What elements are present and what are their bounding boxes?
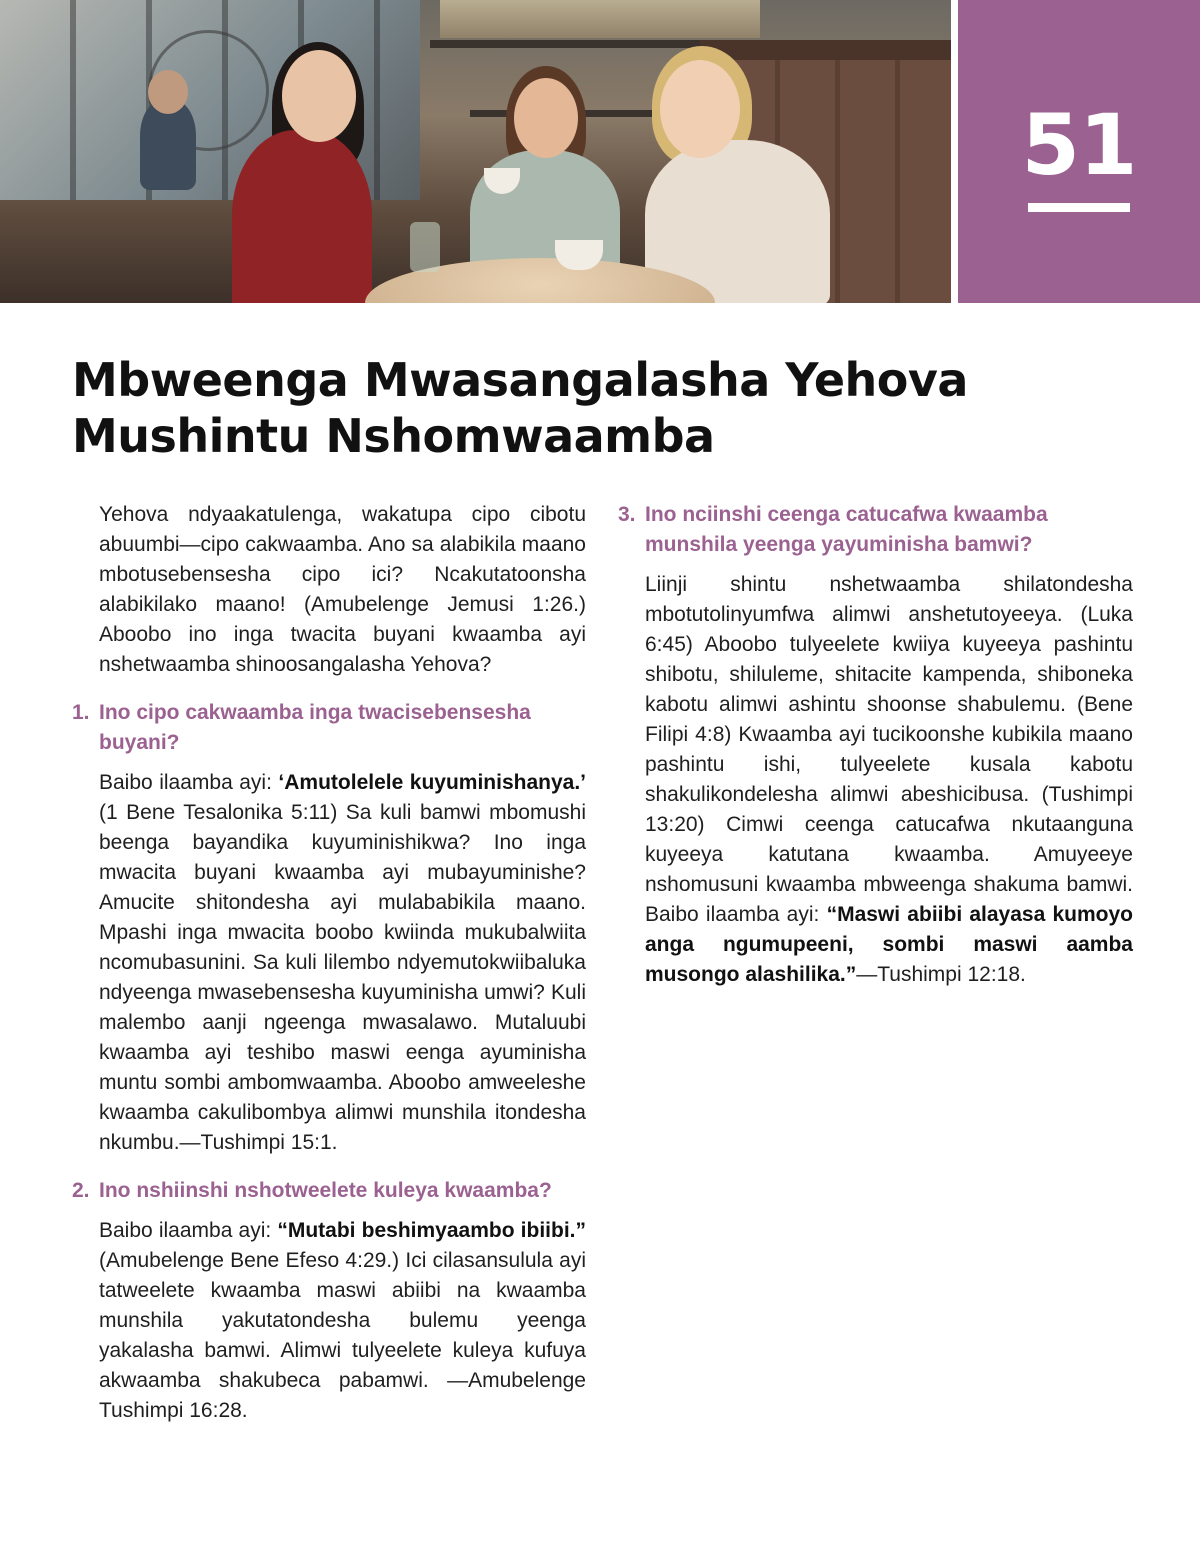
woman-right-head [660, 60, 740, 158]
shelf [430, 40, 730, 48]
scripture-quote: “Mutabi beshimyaambo ibiibi.” [277, 1219, 586, 1242]
ceiling-light [440, 0, 760, 38]
right-column [618, 500, 1133, 1008]
lesson-title [72, 352, 972, 464]
answer-text: Baibo ilaamba ayi: [99, 1219, 278, 1242]
answer-text: (Amubelenge Bene Efeso 4:29.) Ici cilasansulula ayi tatweelete kwaamba maswi abiibi na kwaamba munshila yakutatondesha bulemu yeenga yakalasha bamwi. Alimwi tulyeelete kuleya kufuya akwaamba shakubeca pabamwi. —Amubelenge Tushimpi 16:28. [99, 1249, 586, 1422]
answer-text: —Tushimpi 12:18. [856, 963, 1026, 986]
lesson-title-line2: Mushintu Nshomwaamba [72, 409, 715, 463]
woman-left-body [232, 130, 372, 303]
left-column [72, 500, 586, 1444]
question-number: 3. [618, 503, 636, 526]
woman-left-head [282, 50, 356, 142]
intro-paragraph: Yehova ndyaakatulenga, wakatupa cipo cibotu abuumbi—cipo cakwaamba. Ano sa alabikila maano mbotusebensesha cipo ici? Ncakutatoonsha alabikilako maano! (Amubelenge Jemusi 1:26.) Aboobo ino inga twacita buyani kwaamba ayi nshetwaamba shinoosangalasha Yehova? [99, 503, 586, 676]
question-number: 2. [72, 1179, 90, 1202]
lesson-number: 51 [1021, 96, 1137, 194]
answer-2 [72, 1216, 586, 1426]
question-1 [72, 698, 586, 758]
question-2 [72, 1176, 586, 1206]
lesson-number-box [958, 0, 1200, 303]
header-photo [0, 0, 951, 303]
scripture-quote: ‘Amutolelele kuyuminishanya.’ [278, 771, 587, 794]
answer-text: Liinji shintu nshetwaamba shilatondesha mbotutolinyumfwa alimwi anshetutoyeeya. (Luka 6:45) Aboobo tulyeelete kwiiya kuyeeya pashintu shibotu, shiluleme, shitacite kampenda, shiboneka kabotu alimwi ashintu shoonse shabulemu. (Bene Filipi 4:8) Kwaamba ayi tucikoonshe kubikila maano pashintu ishi, tulyeelete kusala kabotu shakulikondelesha alimwi abeshicibusa. (Tushimpi 13:20) Cimwi ceenga catucafwa nkutaanguna kuyeeya katutana kwaamba. Amuyeeye nshomusuni kwaamba mbweenga shakuma bamwi. Baibo ilaamba ayi: [645, 573, 1133, 926]
scripture-quote: “Maswi abiibi alayasa kumoyo anga ngumupeeni, sombi maswi aamba musongo alashilika.” [645, 903, 1133, 986]
answer-text: (1 Bene Tesalonika 5:11) Sa kuli bamwi mbomushi beenga bayandika kuyuminishikwa? Ino inga mwacita buyani kwaamba ayi mubayuminishe? Amucite shitondesha ayi mulababikila maano. Mpashi inga mwacita boobo kwiinda mukubalwiita ncomubasunini. Sa kuli lilembo ndyemutokwiibaluka ndyeenga mwasebensesha kuyuminisha umwi? Kuli malembo aanji ngeenga mwasalawo. Mutaluubi kwaamba ayi teshibo maswi eenga ayuminisha muntu sombi ambomwaamba. Aboobo amweeleshe kwaamba cakulibombya alimwi munshila itondesha nkumbu.—Tushimpi 15:1. [99, 801, 586, 1154]
background-person-head [148, 70, 188, 114]
lesson-number-underline [1028, 203, 1130, 212]
answer-3 [618, 570, 1133, 990]
question-3 [618, 500, 1133, 560]
question-text: Ino cipo cakwaamba inga twacisebensesha buyani? [99, 701, 531, 754]
answer-1 [72, 768, 586, 1158]
answer-text: Baibo ilaamba ayi: [99, 771, 279, 794]
woman-center-head [514, 78, 578, 158]
question-text: Ino nciinshi ceenga catucafwa kwaamba munshila yeenga yayuminisha bamwi? [645, 503, 1048, 556]
glass-jar [410, 222, 440, 272]
lesson-title-line1: Mbweenga Mwasangalasha Yehova [72, 353, 968, 407]
question-text: Ino nshiinshi nshotweelete kuleya kwaamba? [99, 1179, 552, 1202]
question-number: 1. [72, 701, 90, 724]
